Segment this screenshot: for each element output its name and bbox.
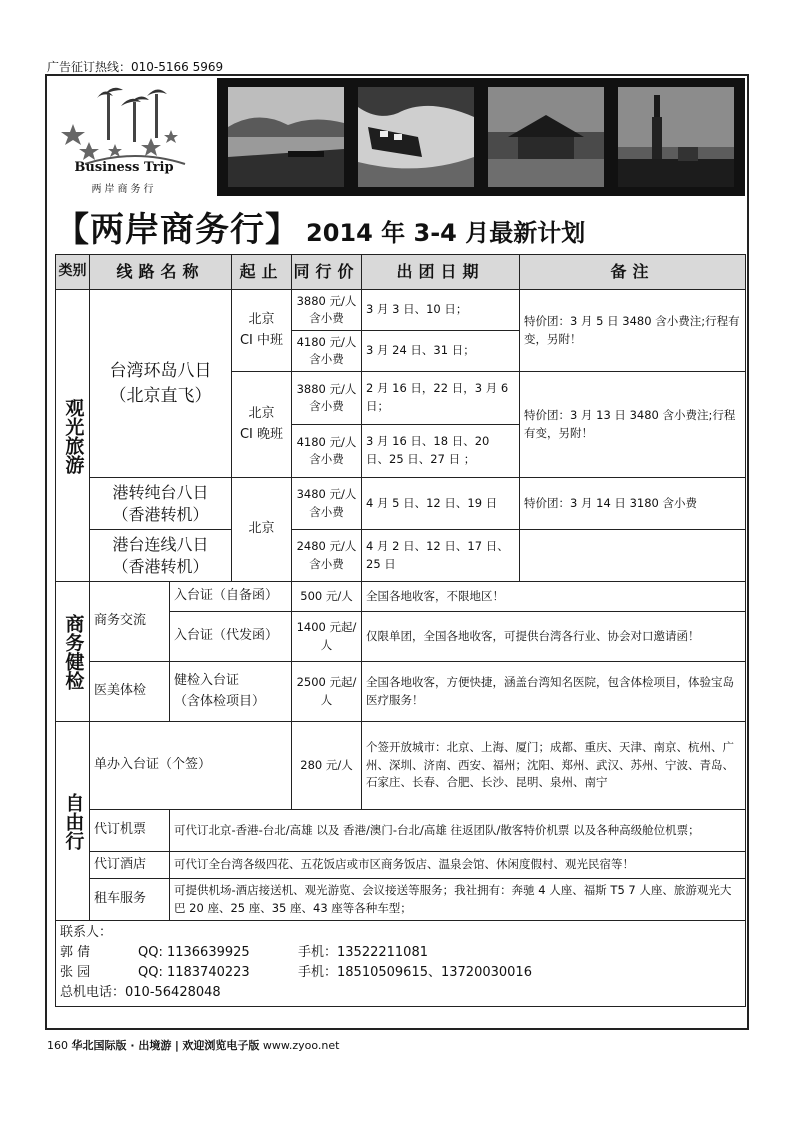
- city-ci-mid-line1: 北京: [248, 312, 275, 328]
- category-tour: 观光旅游: [56, 290, 90, 582]
- price-line: 3880 元/人: [296, 293, 357, 308]
- free-item-1: 单办入台证（个签）: [90, 722, 292, 810]
- tower-photo: [618, 87, 734, 187]
- route-name-2: [90, 478, 232, 530]
- business-item-3-line2: （含体检项目）: [174, 693, 266, 709]
- header-city: 起止: [232, 255, 292, 290]
- footer-url: www.zyoo.net: [262, 1039, 340, 1052]
- header-route: 线路名称: [90, 255, 232, 290]
- route-1-line1: 台湾环岛八日: [109, 360, 212, 381]
- publication-name: 华北国际版 · 出境游: [71, 1039, 172, 1052]
- price-line: 2480 元/人: [296, 539, 357, 554]
- page-title: [55, 202, 745, 250]
- route-name-1: [90, 290, 232, 478]
- contact-qq: QQ: 1136639925: [138, 945, 250, 961]
- business-item-3: [170, 662, 292, 722]
- price-cell: [292, 530, 362, 582]
- price-line: 4180 元/人: [296, 434, 357, 449]
- price-cell: [292, 290, 362, 331]
- title-sub: 2014 年 3-4 月最新计划: [306, 219, 586, 247]
- free-price-1: 280 元/人: [292, 722, 362, 810]
- ad-hotline: 广告征订热线：010-5166 5969: [47, 60, 224, 74]
- date-cell: 3 月 24 日、31 日；: [362, 331, 520, 372]
- contact-cell: [56, 921, 746, 1007]
- business-item-1: 入台证（自备函）: [170, 582, 292, 612]
- route-3-line1: 港台连线八日: [112, 534, 209, 554]
- temple-photo: [488, 87, 604, 187]
- business-price-2: 1400 元起/人: [292, 612, 362, 662]
- price-line: 4180 元/人: [296, 334, 357, 349]
- contact-mobile: 手机：13522211081: [298, 945, 428, 961]
- business-note-1: 全国各地收客，不限地区！: [362, 582, 746, 612]
- business-group-1: 商务交流: [90, 582, 170, 662]
- free-service-1: 代订机票: [90, 810, 170, 852]
- business-item-2: 入台证（代发函）: [170, 612, 292, 662]
- price-tip: 含小费: [309, 556, 344, 571]
- logo-name: Business Trip: [74, 160, 174, 175]
- note-cell: 特价团：3 月 5 日 3480 含小费注;行程有变，另附！: [520, 290, 746, 372]
- table-header-row: [56, 255, 746, 290]
- contact-main-phone: 总机电话：010-56428048: [60, 985, 221, 1001]
- price-tip: 含小费: [309, 399, 344, 413]
- price-line: 3880 元/人: [296, 381, 357, 396]
- train-photo: [358, 87, 474, 187]
- table-row: [56, 852, 746, 879]
- price-cell: [292, 425, 362, 478]
- business-price-3: 2500 元起/人: [292, 662, 362, 722]
- date-cell: 4 月 2 日、12 日、17 日、25 日: [362, 530, 520, 582]
- free-service-2-text: 可代订全台湾各级四花、五花饭店或市区商务饭店、温泉会馆、休闲度假村、观光民宿等！: [170, 852, 746, 879]
- contact-name: 张 园: [60, 965, 91, 981]
- contact-name: 郭 倩: [60, 945, 91, 961]
- contact-person-2: [60, 963, 741, 983]
- plan-table: [55, 254, 746, 1007]
- contact-mobile: 手机：18510509615、13720030016: [298, 965, 532, 981]
- city-hk: 北京: [232, 478, 292, 582]
- price-tip: 含小费: [309, 352, 344, 366]
- table-row: [56, 810, 746, 852]
- lake-photo: [228, 87, 344, 187]
- page-footer: [47, 1037, 339, 1053]
- logo-subtitle: 两岸商务行: [91, 184, 157, 195]
- contact-title: 联系人：: [60, 925, 113, 940]
- city-ci-mid: [232, 290, 292, 372]
- contact-person-1: [60, 943, 741, 963]
- table-row: [56, 478, 746, 530]
- header-price: 同行价: [292, 255, 362, 290]
- route-2-line2: （香港转机）: [112, 504, 209, 524]
- price-tip: 含小费: [309, 452, 344, 466]
- business-item-3-line1: 健检入台证: [174, 673, 240, 689]
- route-name-3: [90, 530, 232, 582]
- header-note: 备注: [520, 255, 746, 290]
- city-ci-mid-line2: CI 中班: [239, 332, 284, 348]
- note-cell: 特价团：3 月 13 日 3480 含小费注;行程有变，另附！: [520, 372, 746, 478]
- date-cell: 3 月 3 日、10 日；: [362, 290, 520, 331]
- table-row: [56, 722, 746, 810]
- business-note-2: 仅限单团，全国各地收客，可提供台湾各行业、协会对口邀请函！: [362, 612, 746, 662]
- price-tip: 含小费: [309, 311, 344, 325]
- plan-table-wrap: [55, 254, 745, 1001]
- table-row: [56, 662, 746, 722]
- business-trip-logo: [55, 78, 213, 196]
- free-service-1-text: 可代订北京-香港-台北/高雄 以及 香港/澳门-台北/高雄 往返团队/散客特价机票 以及各种高级舱位机票；: [170, 810, 746, 852]
- route-3-line2: （香港转机）: [112, 556, 209, 576]
- date-cell: 3 月 16 日、18 日、20 日、25 日、27 日 ；: [362, 425, 520, 478]
- contact-qq: QQ: 1183740223: [138, 965, 250, 981]
- free-service-3: 租车服务: [90, 879, 170, 921]
- photo-strip: [217, 78, 745, 196]
- price-cell: [292, 331, 362, 372]
- contact-row: [56, 921, 746, 1007]
- note-cell: 特价团：3 月 14 日 3180 含小费: [520, 478, 746, 530]
- city-ci-late: [232, 372, 292, 478]
- free-service-3-text: 可提供机场-酒店接送机、观光游览、会议接送等服务；我社拥有：奔驰 4 人座、福斯 T5 7 人座、旅游观光大巴 20 座、25 座、35 座、43 座等各种车型；: [170, 879, 746, 921]
- city-ci-late-line2: CI 晚班: [239, 426, 284, 442]
- free-note-1: 个签开放城市：北京、上海、厦门；成都、重庆、天津、南京、杭州、广州、深圳、济南、西安、福州；沈阳、郑州、武汉、苏州、宁波、青岛、石家庄、长春、合肥、长沙、昆明、泉州、南宁: [362, 722, 746, 810]
- footer-slogan: 欢迎浏览电子版: [182, 1039, 260, 1052]
- header-category: 类别: [56, 255, 90, 290]
- price-line: 3480 元/人: [296, 487, 357, 502]
- note-cell-empty: [520, 530, 746, 582]
- business-note-3: 全国各地收客，方便快捷，涵盖台湾知名医院，包含体检项目，体验宝岛医疗服务！: [362, 662, 746, 722]
- table-row: [56, 290, 746, 331]
- footer-separator: |: [174, 1039, 179, 1052]
- title-main: 【两岸商务行】: [55, 210, 300, 250]
- category-business: 商务健检: [56, 582, 90, 722]
- table-row: [56, 879, 746, 921]
- free-service-2: 代订酒店: [90, 852, 170, 879]
- city-ci-late-line1: 北京: [248, 406, 275, 422]
- business-group-2: 医美体检: [90, 662, 170, 722]
- route-2-line1: 港转纯台八日: [112, 482, 209, 502]
- category-free: 自由行: [56, 722, 90, 921]
- table-row: [56, 582, 746, 612]
- page-number: 160: [47, 1039, 68, 1052]
- price-cell: [292, 372, 362, 425]
- header-date: 出团日期: [362, 255, 520, 290]
- date-cell: 2 月 16 日，22 日，3 月 6 日；: [362, 372, 520, 425]
- price-cell: [292, 478, 362, 530]
- table-row: [56, 530, 746, 582]
- business-price-1: 500 元/人: [292, 582, 362, 612]
- date-cell: 4 月 5 日、12 日、19 日: [362, 478, 520, 530]
- price-tip: 含小费: [309, 504, 344, 519]
- route-1-line2: （北京直飞）: [109, 385, 212, 406]
